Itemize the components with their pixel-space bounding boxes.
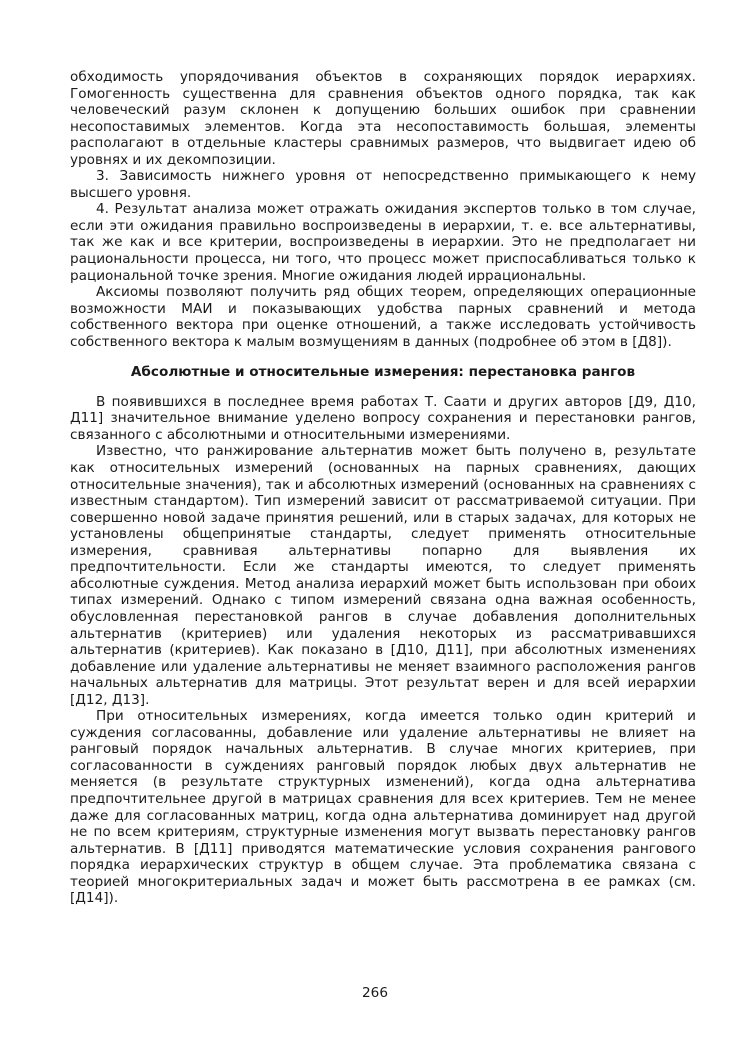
paragraph-relative-measurements: При относительных измерениях, когда имеется только один критерий и суждения согласованны, добавление или удаление альтернативы не влияет на ранговый порядок начальных альтернатив. В случае многих критериев, при согласованности в суждениях ранговый порядок любых двух альтернатив не меняется (в результате структурных изменений), когда одна альтернатива предпочтительнее другой в матрицах сравнения для всех критериев. Тем не менее даже для согласованных матриц, когда одна альтернатива доминирует над другой не по всем критериям, структурные изменения могут вызвать перестановку рангов альтернатив. В [Д11] приводятся математические условия сохранения рангового порядка иерархических структур в общем случае. Эта проблематика связана с теорией многокритериальных задач и может быть рассмотрена в ее рамках (см. [Д14]).: [70, 708, 696, 907]
section-heading: Абсолютные и относительные измерения: перестановка рангов: [130, 364, 636, 381]
paragraph-homogeneity-continued: обходимость упорядочивания объектов в сохраняющих порядок иерархиях. Гомогенность существенна для сравнения объектов одного порядка, так как человеческий разум склонен к допущению больших ошибок при сравнении несопоставимых элементов. Когда эта несопоставимость большая, элементы располагают в отдельные кластеры сравнимых размеров, что выдвигает идею об уровнях и их декомпозиции.: [70, 69, 696, 168]
page-number: 266: [362, 985, 388, 1001]
paragraph-axioms-summary: Аксиомы позволяют получить ряд общих теорем, определяющих операционные возможности МАИ и показывающих удобства парных сравнений и метода собственного вектора при оценке отношений, а также исследовать устойчивость собственного вектора к малым возмущениям в данных (подробнее об этом в [Д8]).: [70, 284, 696, 350]
paragraph-axiom-4: 4. Результат анализа может отражать ожидания экспертов только в том случае, если эти ожидания правильно воспроизведены в иерархии, т. е. все альтернативы, так же как и все критерии, воспроизведены в иерархии. Это не предполагает ни рациональности процесса, ни того, что процесс может приспосабливаться только к рациональной точке зрения. Многие ожидания людей иррациональны.: [70, 201, 696, 284]
paragraph-recent-works: В появившихся в последнее время работах Т. Саати и других авторов [Д9, Д10, Д11] значительное внимание уделено вопросу сохранения и перестановки рангов, связанного с абсолютными и относительными измерениями.: [70, 393, 696, 443]
paragraph-axiom-3: 3. Зависимость нижнего уровня от непосредственно примыкающего к нему высшего уровня.: [70, 168, 696, 201]
paragraph-measurement-types: Известно, что ранжирование альтернатив может быть получено в, результате как относительных измерений (основанных на парных сравнениях, дающих относительные значения), так и абсолютных измерений (основанных на сравнениях с известным стандартом). Тип измерений зависит от рассматриваемой ситуации. При совершенно новой задаче принятия решений, или в старых задачах, для которых не установлены общепринятые стандарты, следует применять относительные измерения, сравнивая альтернативы попарно для выявления их предпочтительности. Если же стандарты имеются, то следует применять абсолютные суждения. Метод анализа иерархий может быть использован при обоих типах измерений. Однако с типом измерений связана одна важная особенность, обусловленная перестановкой рангов в случае добавления дополнительных альтернатив (критериев) или удаления некоторых из рассматривавшихся альтернатив (критериев). Как показано в [Д10, Д11], при абсолютных изменениях добавление или удаление альтернативы не меняет взаимного расположения рангов начальных альтернатив для матрицы. Этот результат верен и для всей иерархии [Д12, Д13].: [70, 443, 696, 708]
body-text: [70, 69, 696, 907]
